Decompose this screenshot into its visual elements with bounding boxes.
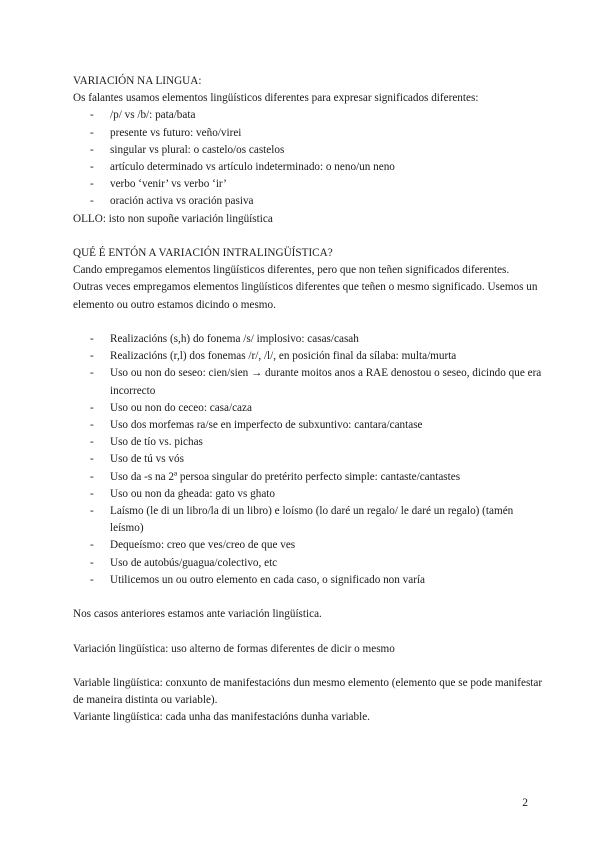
section1-list (73, 107, 543, 210)
list-item: - Realizacións (r,l) dos fonemas /r/, /l/, en posición final da sílaba: multa/murta (73, 348, 543, 365)
dash-bullet: - (90, 178, 94, 191)
section2-summary: Nos casos anteriores estamos ante variación lingüística. (73, 608, 322, 621)
dash-bullet: - (90, 487, 94, 500)
dash-bullet: - (90, 367, 94, 380)
list-item: - Uso de autobús/guagua/colectivo, etc (73, 555, 543, 572)
dash-bullet: - (90, 556, 94, 569)
dash-bullet: - (90, 470, 94, 483)
list-item: - artículo determinado vs artículo indeterminado: o neno/un neno (73, 159, 543, 176)
list-item: - Uso dos morfemas ra/se en imperfecto de subxuntivo: cantara/cantase (73, 417, 543, 434)
section-title-intralinguistica: QUÉ É ENTÓN A VARIACIÓN INTRALINGÜÍSTICA? (73, 247, 333, 260)
list-item: - /p/ vs /b/: pata/bata (73, 107, 543, 124)
list-item: - Uso ou non do ceceo: casa/caza (73, 400, 543, 417)
dash-bullet: - (90, 436, 94, 449)
section1-note: OLLO: isto non supoñe variación lingüística (73, 212, 273, 225)
section-title-variacion: VARIACIÓN NA LINGUA: (73, 75, 202, 87)
dash-bullet: - (90, 573, 94, 586)
section2-para1: Cando empregamos elementos lingüísticos diferentes, pero que non teñen significados diferentes. (73, 264, 510, 277)
section1-intro: Os falantes usamos elementos lingüísticos diferentes para expresar significados diferentes: (73, 92, 479, 105)
dash-bullet: - (90, 195, 94, 208)
list-item: - Uso ou non da gheada: gato vs ghato (73, 486, 543, 503)
section2-para2: Outras veces empregamos elementos lingüísticos diferentes que teñen o mesmo significado. Usemos un elemento ou outro estamos dicindo o mesmo. (73, 281, 538, 311)
dash-bullet: - (90, 143, 94, 156)
dash-bullet: - (90, 453, 94, 466)
list-item: - presente vs futuro: veño/virei (73, 125, 543, 142)
dash-bullet: - (90, 109, 94, 122)
list-item: - Dequeísmo: creo que ves/creo de que ves (73, 537, 543, 554)
list-item: - Uso de tú vs vós (73, 451, 543, 468)
dash-bullet: - (90, 419, 94, 432)
list-item: - Uso de tío vs. pichas (73, 434, 543, 451)
list-item: - Realizacións (s,h) do fonema /s/ implosivo: casas/casah (73, 331, 543, 348)
list-item: - Uso da -s na 2ª persoa singular do pretérito perfecto simple: cantaste/cantastes (73, 469, 543, 486)
dash-bullet: - (90, 401, 94, 414)
dash-bullet: - (90, 505, 94, 518)
list-item: - singular vs plural: o castelo/os castelos (73, 142, 543, 159)
definition-variante: Variante lingüística: cada unha das manifestacións dunha variable. (73, 711, 370, 724)
list-item: - Uso ou non do seseo: cien/sien → durante moitos anos a RAE denostou o seseo, dicindo que era incorrecto (90, 367, 542, 397)
definition-variacion: Variación lingüística: uso alterno de formas diferentes de dicir o mesmo (73, 642, 395, 655)
list-item: - Laísmo (le di un libro/la di un libro) e loísmo (lo daré un regalo/ le daré un regalo) (tamén leísmo) (90, 505, 514, 535)
section2-list (73, 331, 543, 589)
page-number: 2 (522, 797, 528, 809)
list-item: - Utilicemos un ou outro elemento en cada caso, o significado non varía (73, 572, 543, 589)
dash-bullet: - (90, 350, 94, 363)
dash-bullet: - (90, 333, 94, 346)
dash-bullet: - (90, 161, 94, 174)
dash-bullet: - (90, 126, 94, 139)
dash-bullet: - (90, 539, 94, 552)
list-item: - oración activa vs oración pasiva (73, 193, 543, 210)
list-item: - verbo ‘venir’ vs verbo ‘ir’ (73, 176, 543, 193)
definition-variable: Variable lingüística: conxunto de manifestacións dun mesmo elemento (elemento que se pode manifestar de maneira distinta ou variable). (73, 677, 543, 707)
page-content (73, 73, 543, 727)
